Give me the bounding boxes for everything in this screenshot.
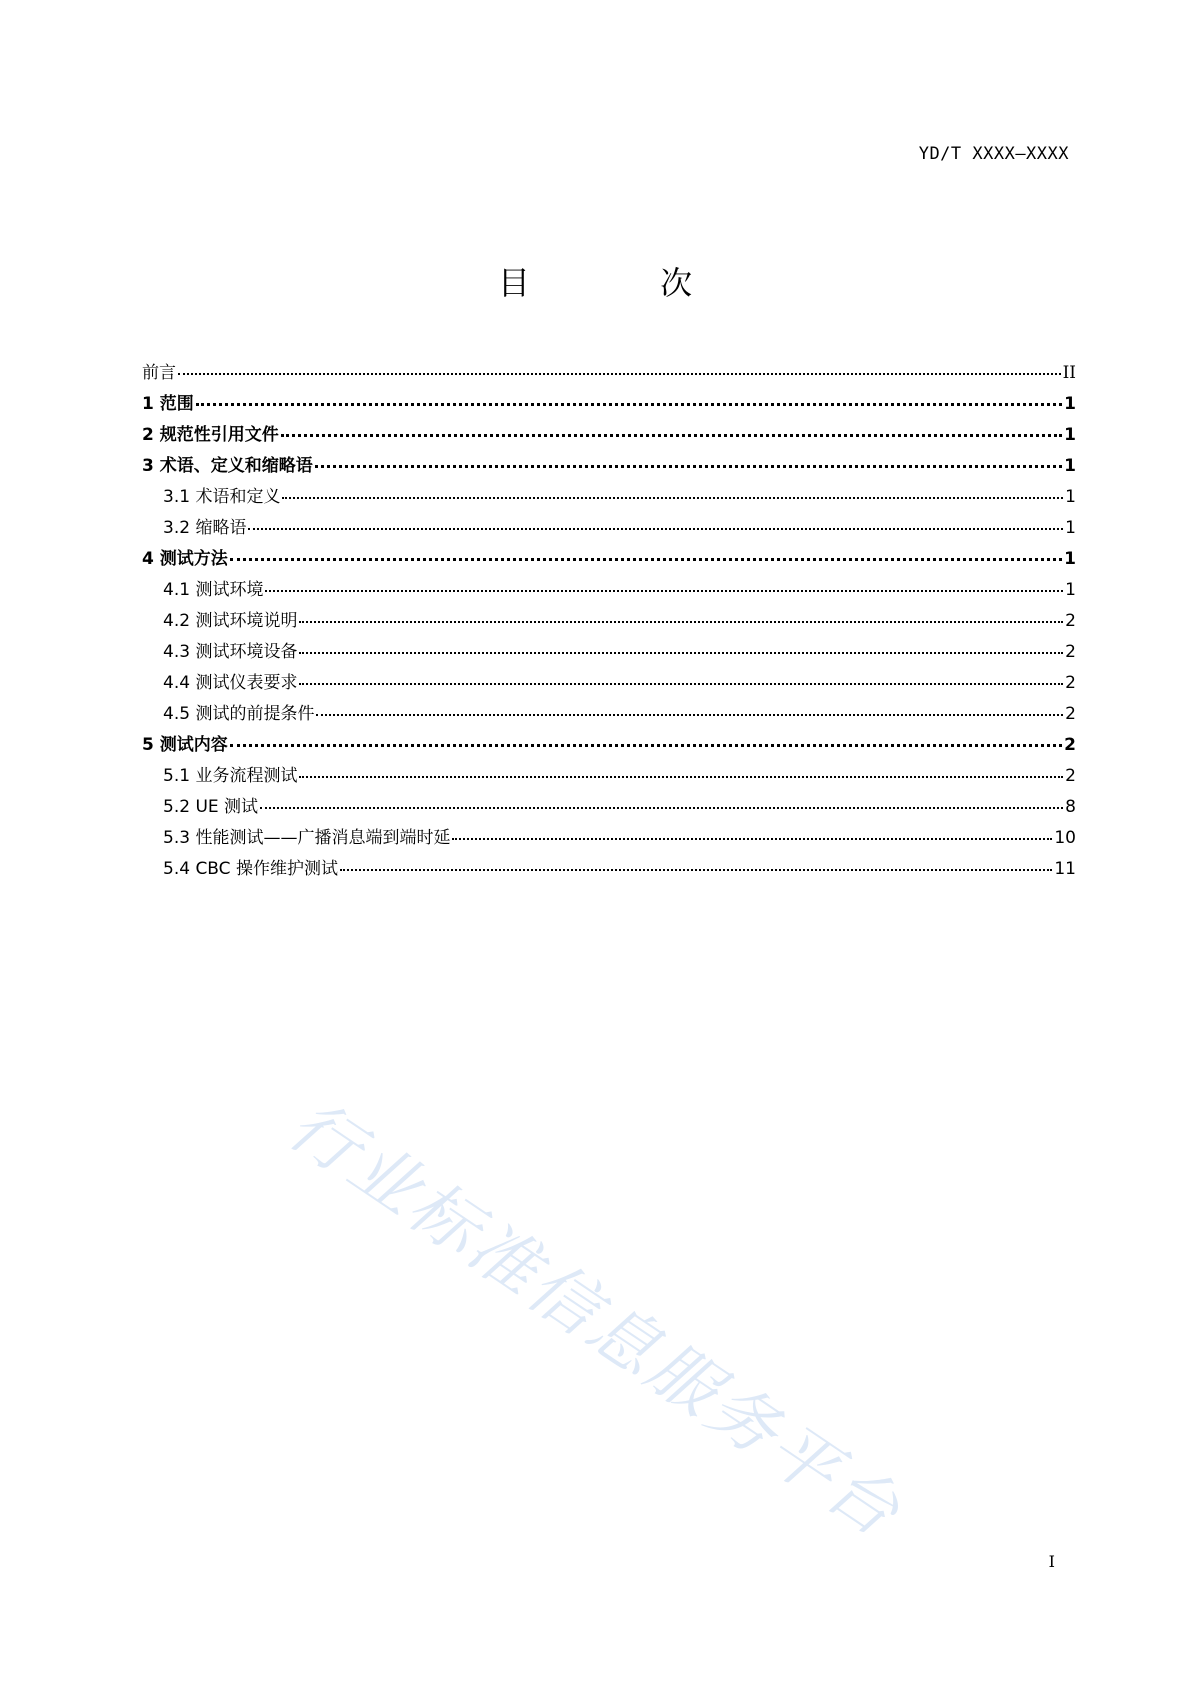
toc-entry-label: 2 规范性引用文件 (142, 425, 279, 445)
toc-dot-leader (260, 806, 1063, 809)
toc-dot-leader (282, 496, 1063, 499)
toc-entry-label: 5.1 业务流程测试 (163, 766, 298, 786)
toc-entry-page: II (1062, 363, 1076, 383)
toc-entry-page: 1 (1065, 580, 1076, 600)
toc-entry-page: 11 (1054, 859, 1076, 879)
toc-dot-leader (265, 589, 1063, 592)
toc-entry-label: 前言 (142, 363, 176, 383)
toc-entry-label: 4.4 测试仪表要求 (163, 673, 298, 693)
toc-entry-label: 5.3 性能测试——广播消息端到端时延 (163, 828, 451, 848)
toc-entry-test-methods[interactable] (142, 544, 1076, 575)
toc-entry-cbc-oam-test[interactable] (142, 854, 1076, 885)
toc-entry-page: 8 (1065, 797, 1076, 817)
toc-entry-page: 1 (1064, 549, 1076, 569)
toc-dot-leader (299, 775, 1063, 778)
toc-entry-service-flow-test[interactable] (142, 761, 1076, 792)
toc-entry-label: 4.2 测试环境说明 (163, 611, 298, 631)
toc-entry-test-instrument-requirements[interactable] (142, 668, 1076, 699)
toc-dot-leader (248, 527, 1063, 530)
toc-entry-page: 1 (1065, 487, 1076, 507)
toc-dot-leader (299, 651, 1063, 654)
toc-entry-page: 1 (1064, 456, 1076, 476)
toc-entry-ue-test[interactable] (142, 792, 1076, 823)
toc-entry-test-environment[interactable] (142, 575, 1076, 606)
toc-entry-test-content[interactable] (142, 730, 1076, 761)
page-number: I (1048, 1552, 1055, 1571)
toc-dot-leader (299, 682, 1063, 685)
toc-dot-leader (299, 620, 1063, 623)
toc-dot-leader (281, 433, 1062, 437)
toc-entry-page: 2 (1065, 704, 1076, 724)
toc-entry-page: 2 (1065, 611, 1076, 631)
toc-entry-page: 2 (1065, 642, 1076, 662)
toc-dot-leader (230, 557, 1062, 561)
toc-entry-terms-definitions-abbreviations[interactable] (142, 451, 1076, 482)
toc-entry-normative-references[interactable] (142, 420, 1076, 451)
toc-entry-label: 5 测试内容 (142, 735, 228, 755)
toc-entry-terms-and-definitions[interactable] (142, 482, 1076, 513)
toc-entry-page: 2 (1065, 766, 1076, 786)
toc-entry-abbreviations[interactable] (142, 513, 1076, 544)
toc-entry-page: 1 (1064, 394, 1076, 414)
toc-entry-page: 1 (1064, 425, 1076, 445)
toc-entry-test-environment-equipment[interactable] (142, 637, 1076, 668)
toc-entry-scope[interactable] (142, 389, 1076, 420)
toc-entry-label: 5.2 UE 测试 (163, 797, 259, 817)
toc-entry-label: 4.3 测试环境设备 (163, 642, 298, 662)
toc-dot-leader (315, 464, 1062, 468)
watermark: 行业标准信息服务平台 (274, 1085, 916, 1554)
toc-dot-leader (230, 743, 1062, 747)
toc-entry-test-environment-description[interactable] (142, 606, 1076, 637)
document-code: YD/T XXXX—XXXX (918, 144, 1069, 164)
table-of-contents (142, 358, 1076, 885)
toc-entry-page: 2 (1065, 673, 1076, 693)
toc-dot-leader (340, 868, 1052, 871)
toc-title: 目 次 (497, 264, 753, 302)
toc-dot-leader (316, 713, 1063, 716)
toc-dot-leader (452, 837, 1052, 840)
toc-entry-label: 3.2 缩略语 (163, 518, 247, 538)
toc-dot-leader (196, 402, 1062, 406)
toc-entry-label: 5.4 CBC 操作维护测试 (163, 859, 338, 879)
toc-entry-test-preconditions[interactable] (142, 699, 1076, 730)
toc-dot-leader (178, 372, 1061, 375)
toc-entry-performance-test[interactable] (142, 823, 1076, 854)
toc-entry-foreword[interactable] (142, 358, 1076, 389)
toc-entry-page: 1 (1065, 518, 1076, 538)
toc-entry-label: 3 术语、定义和缩略语 (142, 456, 313, 476)
toc-entry-label: 4 测试方法 (142, 549, 228, 569)
toc-entry-label: 4.1 测试环境 (163, 580, 264, 600)
toc-entry-label: 3.1 术语和定义 (163, 487, 281, 507)
toc-entry-label: 1 范围 (142, 394, 194, 414)
toc-entry-page: 2 (1064, 735, 1076, 755)
toc-entry-page: 10 (1054, 828, 1076, 848)
toc-entry-label: 4.5 测试的前提条件 (163, 704, 315, 724)
